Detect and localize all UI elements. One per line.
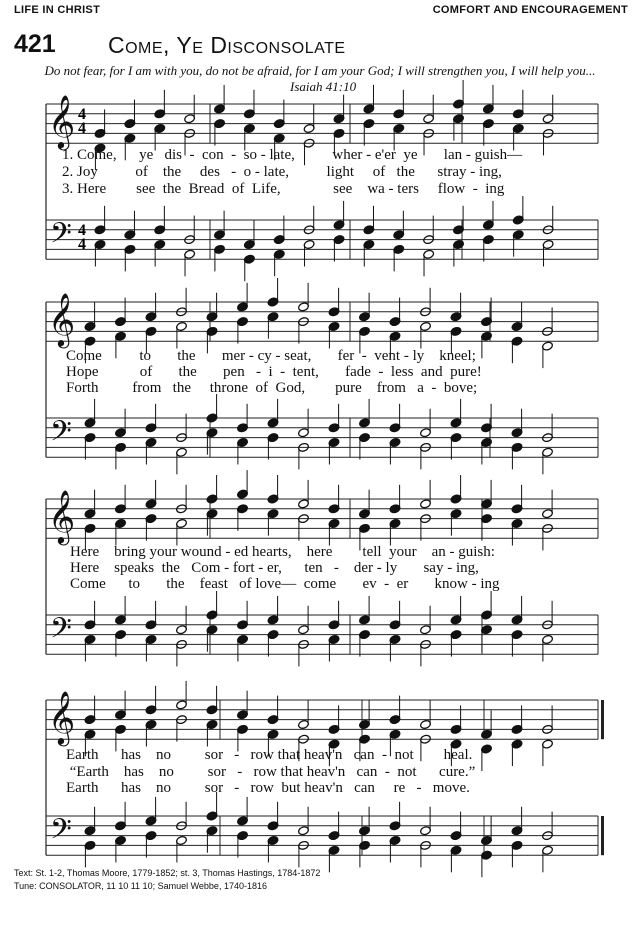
svg-text:𝄞: 𝄞 — [48, 690, 76, 744]
svg-text:4: 4 — [78, 222, 86, 239]
text-credit: Text: St. 1-2, Thomas Moore, 1779-1852; st. 3, Thomas Hastings, 1784-1872 — [14, 868, 321, 878]
lyric-line-1: Here bring your wound - ed hearts, here tell your an - guish: — [70, 544, 495, 560]
tune-credit: Tune: CONSOLATOR, 11 10 11 10; Samuel Webbe, 1740-1816 — [14, 881, 267, 891]
hymn-number: 421 — [14, 30, 56, 58]
section-label-right: COMFORT AND ENCOURAGEMENT — [432, 4, 628, 16]
hymn-title: Come, Ye Disconsolate — [108, 32, 346, 58]
scripture-epigraph: Do not fear, for I am with you, do not be afraid, for I am your God; I will strengthen you, I will help you... — [44, 63, 596, 78]
lyric-line-3: Come to the feast of love— come ev - er know - ing — [70, 576, 500, 592]
svg-text:𝄢: 𝄢 — [50, 415, 72, 455]
svg-text:4: 4 — [78, 120, 86, 137]
svg-text:𝄢: 𝄢 — [50, 813, 72, 853]
section-label-left: LIFE IN CHRIST — [14, 4, 101, 16]
lyric-line-2: 2. Joy of the des - o - late, light of the stray - ing, — [62, 164, 502, 180]
scripture-reference: Isaiah 41:10 — [290, 79, 357, 94]
svg-text:4: 4 — [78, 106, 86, 123]
lyric-line-3: Earth has no sor - row but heav'n can re - move. — [66, 780, 470, 796]
lyric-line-2: Here speaks the Com - fort - er, ten - der - ly say - ing, — [70, 560, 479, 576]
svg-text:𝄞: 𝄞 — [48, 94, 76, 148]
svg-text:4: 4 — [78, 236, 86, 253]
lyric-line-3: 3. Here see the Bread of Life, see wa - ters flow - ing — [62, 181, 505, 197]
svg-text:𝄞: 𝄞 — [48, 292, 76, 346]
lyric-line-2: “Earth has no sor - row that heav'n can - not cure.” — [66, 764, 476, 780]
lyric-line-2: Hope of the pen - i - tent, fade - less and pure! — [66, 364, 482, 380]
svg-text:𝄢: 𝄢 — [50, 217, 72, 257]
lyric-line-1: 1. Come, ye dis - con - so - late, wher - e'er ye lan - guish— — [62, 147, 523, 163]
lyric-line-1: Earth has no sor - row that heav'n can - not heal. — [66, 747, 473, 763]
lyric-line-1: Come to the mer - cy - seat, fer - vent - ly kneel; — [66, 348, 476, 364]
svg-text:𝄢: 𝄢 — [50, 612, 72, 652]
svg-text:𝄞: 𝄞 — [48, 489, 76, 543]
lyric-line-3: Forth from the throne of God, pure from a - bove; — [66, 380, 478, 396]
